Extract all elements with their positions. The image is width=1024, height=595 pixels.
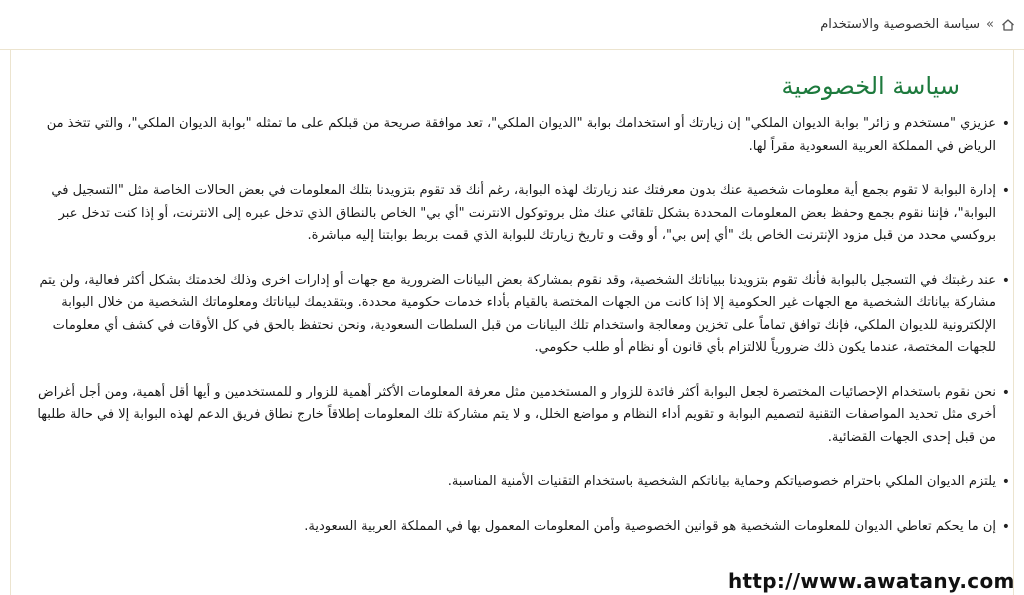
home-icon[interactable] [1000, 17, 1016, 33]
privacy-item-commitment: • يلتزم الديوان الملكي باحترام خصوصياتكم وحماية بياناتكم الشخصية باستخدام التقنيات الأمنية المناسبة. [20, 471, 1010, 494]
privacy-item-data-collection: • إدارة البوابة لا تقوم بجمع أية معلومات شخصية عنك بدون معرفتك عند زيارتك لهذه البوابة، رغم أنك قد تقوم بتزويدنا بتلك المعلومات في بعض الحالات الخاصة مثل "التسجيل في البوابة"، فإننا نقوم بجمع وحفظ بعض المعلومات المحددة بشكل تلقائي عنك مثل بروتوكول الانترنت "أي بي" الخاص بالنطاق الذي تدخل عبره إلى الانترنت، أو إذا كنت تدخل عبر بروكسي محدد من قبل مزود الإنترنت الخاص بك "أي إس بي"، أو وقت و تاريخ زيارتك للبوابة الذي قمت بربط بوابتنا إليه مباشرة. [20, 180, 1010, 248]
breadcrumb [0, 0, 1024, 50]
breadcrumb-separator: » [986, 17, 994, 32]
privacy-item-statistics: • نحن نقوم باستخدام الإحصائيات المختصرة لجعل البوابة أكثر فائدة للزوار و المستخدمين مثل معرفة المعلومات الأكثر أهمية للزوار و للمستخدمين و أيها أقل أهمية، ومن أجل أغراض أخرى مثل تحديد المواصفات التقنية لتصميم البوابة و تقويم أداء النظام و مواضع الخلل، و لا يتم مشاركة تلك المعلومات إطلاقاً خارج نطاق فريق الدعم لهذه البوابة إلا في حالة طلبها من قبل إحدى الجهات القضائية. [20, 382, 1010, 450]
watermark: http://www.awatany.com [728, 569, 1015, 593]
privacy-list [20, 113, 1010, 538]
privacy-item-intro: • عزيزي "مستخدم و زائر" بوابة الديوان الملكي" إن زيارتك أو استخدامك بوابة "الديوان الملكي"، تعد موافقة صريحة من قبلكم على ما تمثله "بوابة الديوان الملكي"، والتي تتخذ من الرياض في المملكة العربية السعودية مقراً لها. [20, 113, 1010, 158]
page-title: سياسة الخصوصية [781, 72, 960, 100]
privacy-item-registration: • عند رغبتك في التسجيل بالبوابة فأنك تقوم بتزويدنا ببياناتك الشخصية، وقد نقوم بمشاركة بعض البيانات الضرورية مع جهات أو إدارات اخرى وذلك لخدمتك بشكل أكثر فعالية، ولن يتم مشاركة بياناتك الشخصية مع الجهات غير الحكومية إلا إذا كانت من الجهات المختصة بالقيام بأداء خدمات حكومية محددة. وبتقديمك لبياناتك ومعلوماتك الشخصية من خلال البوابة الإلكترونية للديوان الملكي، فإنك توافق تماماً على تخزين ومعالجة واستخدام تلك البيانات من قبل السلطات السعودية، ونحن نحتفظ بالحق في كل الأوقات في كشف أي معلومات للجهات المختصة، عندما يكون ذلك ضرورياً للالتزام بأي قانون أو نظام أو طلب حكومي. [20, 270, 1010, 360]
breadcrumb-current[interactable]: سياسة الخصوصية والاستخدام [820, 17, 981, 32]
privacy-item-governing-law: • إن ما يحكم تعاطي الديوان للمعلومات الشخصية هو قوانين الخصوصية وأمن المعلومات المعمول بها في المملكة العربية السعودية. [20, 516, 1010, 539]
